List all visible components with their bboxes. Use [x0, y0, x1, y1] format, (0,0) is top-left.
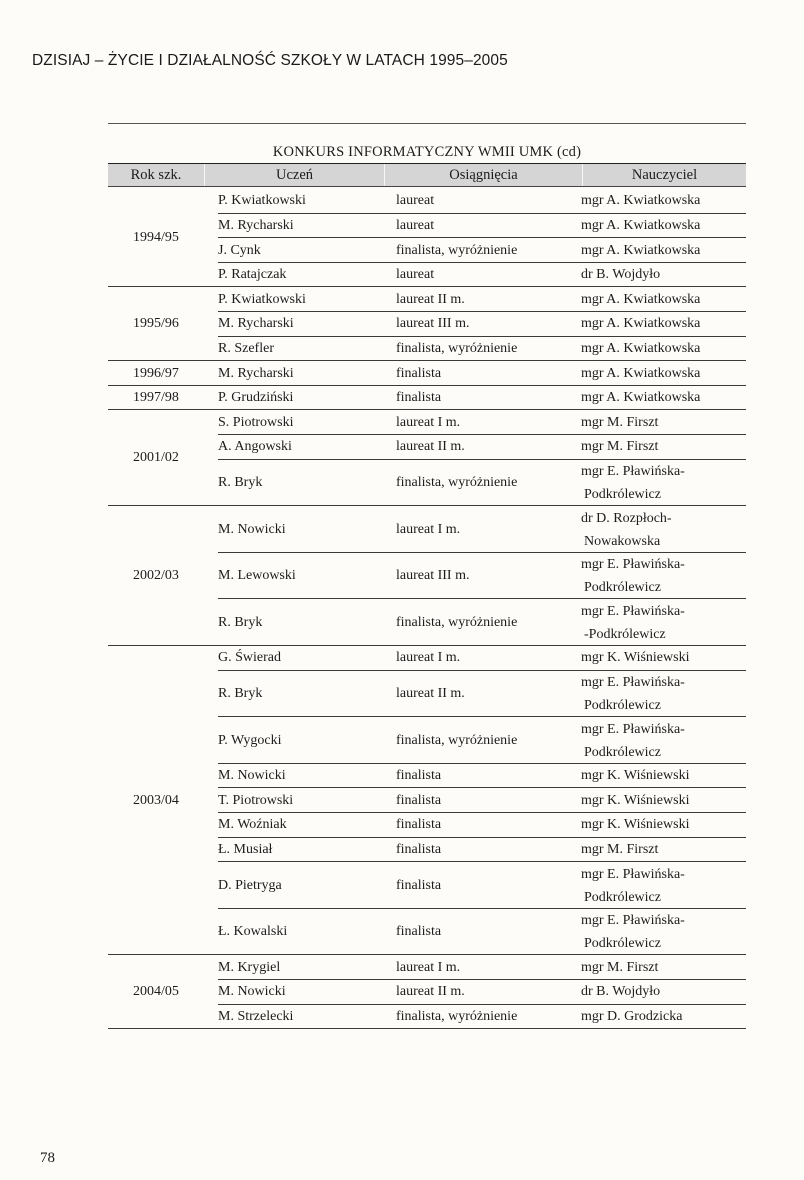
group-divider — [108, 1028, 746, 1029]
cell-student: M. Woźniak — [218, 817, 287, 833]
teacher-line: mgr E. Pławińska- — [581, 913, 685, 929]
cell-achievement: laureat II m. — [396, 439, 465, 455]
cell-teacher — [581, 507, 672, 553]
cell-teacher: mgr A. Kwiatkowska — [581, 365, 701, 381]
cell-student: D. Pietryga — [218, 877, 282, 893]
cell-achievement: finalista, wyróżnienie — [396, 614, 518, 630]
row-divider — [218, 237, 746, 238]
row-divider — [218, 979, 746, 980]
cell-student: Ł. Kowalski — [218, 924, 288, 940]
cell-student: R. Bryk — [218, 685, 263, 701]
cell-student: P. Wygocki — [218, 732, 282, 748]
cell-teacher — [581, 909, 685, 955]
cell-student: R. Szefler — [218, 340, 274, 356]
cell-student: M. Lewowski — [218, 568, 296, 584]
year-label: 1994/95 — [133, 230, 179, 246]
cell-teacher: dr B. Wojdyło — [581, 984, 661, 1000]
teacher-line: mgr E. Pławińska- — [581, 721, 685, 737]
cell-achievement: finalista — [396, 768, 442, 784]
cell-student: A. Angowski — [218, 439, 292, 455]
teacher-line: Nowakowska — [584, 533, 661, 549]
cell-achievement: laureat I m. — [396, 414, 461, 430]
cell-achievement: laureat II m. — [396, 291, 465, 307]
cell-achievement: laureat II m. — [396, 685, 465, 701]
row-divider — [218, 336, 746, 337]
header-year: Rok szk. — [130, 167, 182, 183]
cell-teacher — [581, 863, 685, 909]
cell-achievement: finalista — [396, 841, 442, 857]
cell-achievement: finalista, wyróżnienie — [396, 242, 518, 258]
cell-teacher: mgr A. Kwiatkowska — [581, 242, 701, 258]
cell-achievement: laureat — [396, 267, 435, 283]
cell-achievement: laureat II m. — [396, 984, 465, 1000]
cell-achievement: finalista, wyróżnienie — [396, 732, 518, 748]
group-divider — [108, 409, 746, 410]
cell-achievement: finalista, wyróżnienie — [396, 1008, 518, 1024]
row-divider — [218, 787, 746, 788]
cell-student: P. Ratajczak — [218, 267, 287, 283]
cell-achievement: finalista — [396, 365, 442, 381]
cell-achievement: finalista, wyróżnienie — [396, 474, 518, 490]
cell-teacher: mgr M. Firszt — [581, 959, 659, 975]
running-header: DZISIAJ – ŻYCIE I DZIAŁALNOŚĆ SZKOŁY W LATACH 1995–2005 — [32, 52, 508, 69]
group-divider — [108, 645, 746, 646]
table-caption: KONKURS INFORMATYCZNY WMII UMK (cd) — [272, 144, 582, 160]
year-label: 1996/97 — [133, 365, 179, 381]
page-number: 78 — [40, 1150, 55, 1166]
year-label: 2004/05 — [133, 984, 179, 1000]
cell-achievement: laureat I m. — [396, 521, 461, 537]
cell-student: M. Nowicki — [218, 521, 286, 537]
cell-student: M. Rycharski — [218, 365, 294, 381]
teacher-line: Podkrólewicz — [584, 744, 661, 760]
teacher-line: Podkrólewicz — [584, 698, 661, 714]
teacher-line: Podkrólewicz — [584, 889, 661, 905]
cell-achievement: laureat — [396, 193, 435, 209]
cell-achievement: finalista — [396, 877, 442, 893]
cell-teacher: mgr A. Kwiatkowska — [581, 291, 701, 307]
teacher-line: dr D. Rozpłoch- — [581, 510, 672, 526]
cell-teacher: mgr A. Kwiatkowska — [581, 316, 701, 332]
row-divider — [218, 837, 746, 838]
cell-teacher: mgr A. Kwiatkowska — [581, 193, 701, 209]
cell-teacher: mgr D. Grodzicka — [581, 1008, 683, 1024]
cell-achievement: finalista — [396, 924, 442, 940]
cell-student: R. Bryk — [218, 474, 263, 490]
cell-student: R. Bryk — [218, 614, 263, 630]
cell-teacher: mgr M. Firszt — [581, 841, 659, 857]
cell-teacher — [581, 671, 685, 717]
group-divider — [108, 954, 746, 955]
teacher-line: Podkrólewicz — [584, 580, 661, 596]
row-divider — [218, 213, 746, 214]
teacher-line: Podkrólewicz — [584, 936, 661, 952]
cell-teacher: mgr K. Wiśniewski — [581, 650, 690, 666]
teacher-line: mgr E. Pławińska- — [581, 464, 685, 480]
teacher-line: -Podkrólewicz — [584, 626, 666, 642]
cell-achievement: laureat III m. — [396, 316, 470, 332]
row-divider — [218, 763, 746, 764]
cell-achievement: finalista, wyróżnienie — [396, 340, 518, 356]
row-divider — [218, 262, 746, 263]
cell-student: M. Krygiel — [218, 959, 281, 975]
cell-teacher: mgr K. Wiśniewski — [581, 817, 690, 833]
cell-teacher — [581, 460, 685, 506]
cell-achievement: finalista — [396, 390, 442, 406]
cell-teacher: mgr A. Kwiatkowska — [581, 390, 701, 406]
cell-student: M. Nowicki — [218, 768, 286, 784]
row-divider — [218, 1004, 746, 1005]
cell-student: M. Nowicki — [218, 984, 286, 1000]
cell-student: J. Cynk — [218, 242, 261, 258]
teacher-line: mgr E. Pławińska- — [581, 557, 685, 573]
cell-achievement: finalista — [396, 792, 442, 808]
year-label: 2003/04 — [133, 792, 179, 808]
cell-student: M. Rycharski — [218, 217, 294, 233]
cell-teacher — [581, 600, 685, 646]
year-label: 2002/03 — [133, 568, 179, 584]
year-label: 2001/02 — [133, 450, 179, 466]
teacher-line: Podkrólewicz — [584, 487, 661, 503]
cell-teacher: mgr K. Wiśniewski — [581, 768, 690, 784]
cell-teacher: dr B. Wojdyło — [581, 267, 661, 283]
group-divider — [108, 385, 746, 386]
cell-teacher: mgr M. Firszt — [581, 439, 659, 455]
cell-teacher: mgr A. Kwiatkowska — [581, 340, 701, 356]
cell-student: T. Piotrowski — [218, 792, 294, 808]
cell-achievement: laureat I m. — [396, 959, 461, 975]
header-student: Uczeń — [204, 164, 384, 186]
cell-student: G. Świerad — [218, 650, 281, 666]
cell-teacher: mgr M. Firszt — [581, 414, 659, 430]
group-divider — [108, 286, 746, 287]
teacher-line: mgr E. Pławińska- — [581, 603, 685, 619]
header-teacher: Nauczyciel — [582, 164, 746, 186]
row-divider — [218, 812, 746, 813]
row-divider — [218, 434, 746, 435]
cell-student: M. Rycharski — [218, 316, 294, 332]
cell-achievement: laureat I m. — [396, 650, 461, 666]
year-label: 1997/98 — [133, 390, 179, 406]
cell-teacher — [581, 553, 685, 599]
cell-teacher — [581, 718, 685, 764]
cell-student: Ł. Musiał — [218, 841, 273, 857]
cell-student: P. Kwiatkowski — [218, 291, 306, 307]
cell-teacher: mgr K. Wiśniewski — [581, 792, 690, 808]
teacher-line: mgr E. Pławińska- — [581, 675, 685, 691]
cell-teacher: mgr A. Kwiatkowska — [581, 217, 701, 233]
teacher-line: mgr E. Pławińska- — [581, 866, 685, 882]
cell-student: P. Kwiatkowski — [218, 193, 306, 209]
cell-student: S. Piotrowski — [218, 414, 294, 430]
year-label: 1995/96 — [133, 316, 179, 332]
header-achievement: Osiągnięcia — [384, 164, 582, 186]
cell-achievement: laureat III m. — [396, 568, 470, 584]
cell-student: P. Grudziński — [218, 390, 294, 406]
row-divider — [218, 311, 746, 312]
cell-achievement: laureat — [396, 217, 435, 233]
group-divider — [108, 360, 746, 361]
cell-student: M. Strzelecki — [218, 1008, 294, 1024]
cell-achievement: finalista — [396, 817, 442, 833]
